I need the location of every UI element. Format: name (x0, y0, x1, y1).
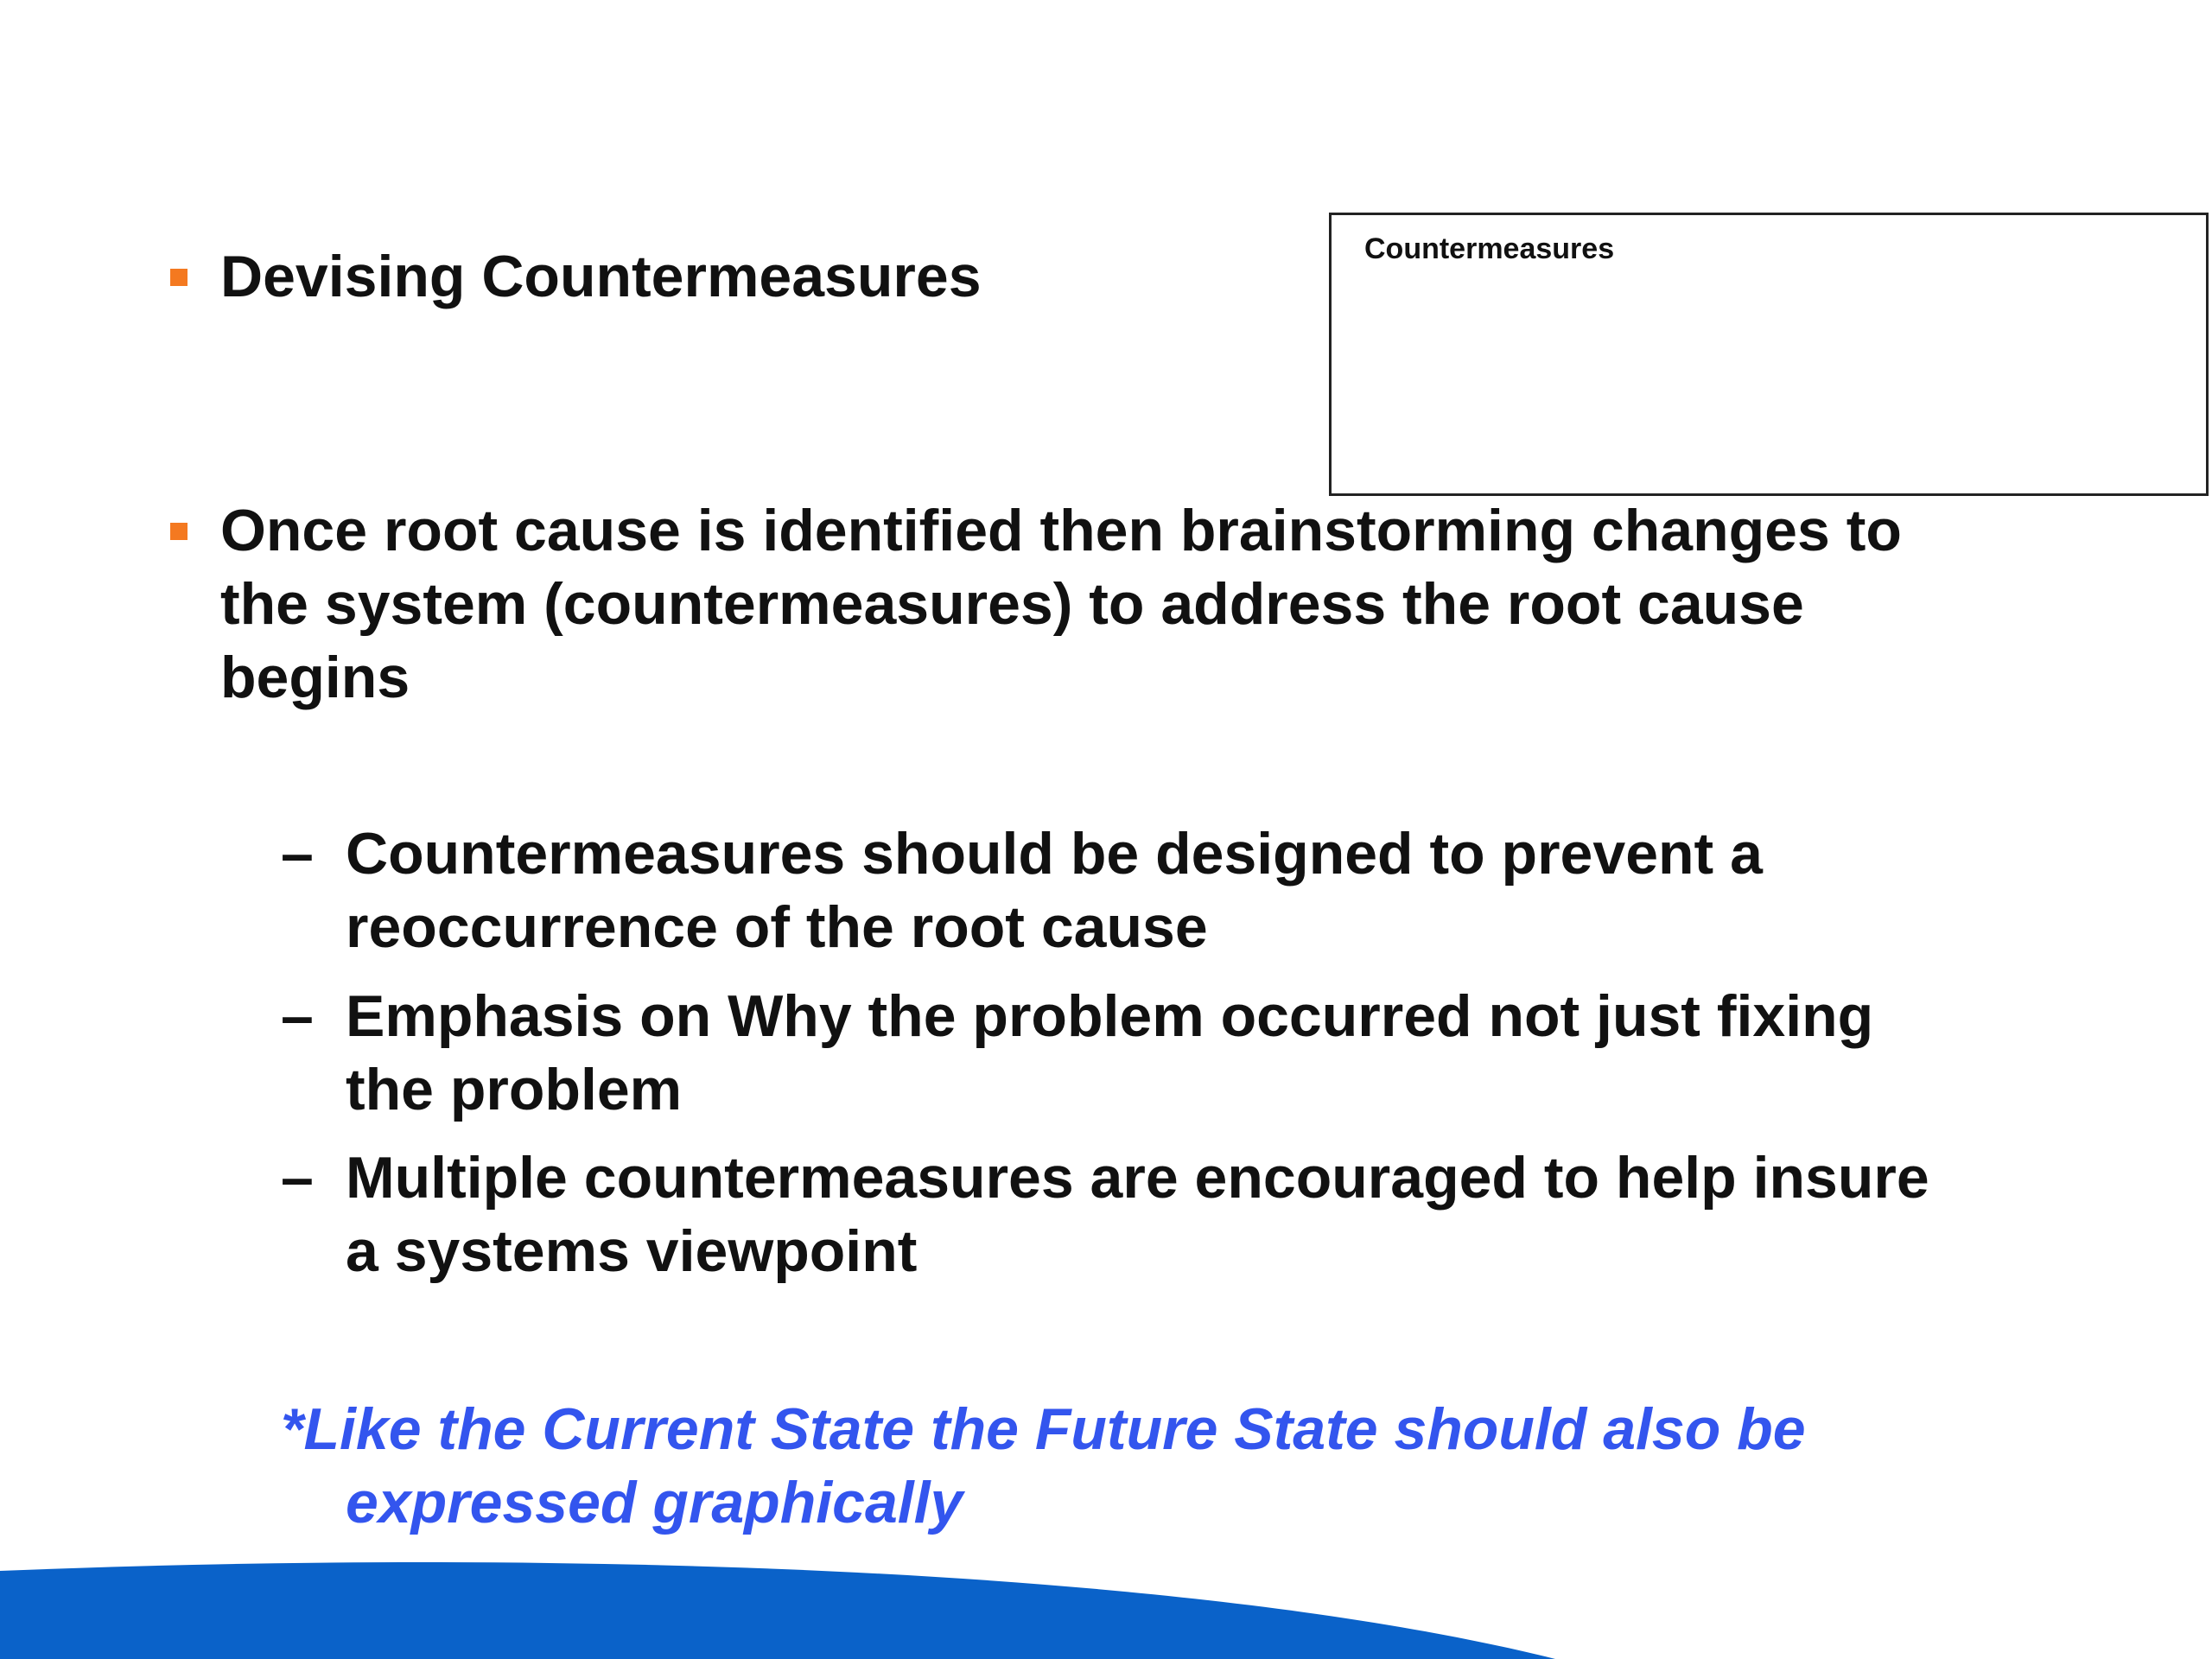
bullet-text: Devising Countermeasures (220, 244, 982, 309)
sub-bullet-2 (0, 980, 2212, 1131)
sub-bullet-1 (0, 817, 2212, 969)
dash-bullet-icon: – (281, 983, 314, 1049)
wave-shape (0, 1562, 1555, 1659)
sub-bullet-text: Multiple countermeasures are encouraged to help insure a systems viewpoint (346, 1145, 1929, 1284)
sub-bullet-text: Countermeasures should be designed to prevent a reoccurrence of the root cause (346, 821, 1763, 960)
note-line-1: *Like the Current State the Future State should also be (281, 1396, 1806, 1462)
note-line-2: expressed graphically (346, 1470, 963, 1535)
countermeasures-box (1329, 213, 2209, 496)
square-bullet-icon (170, 523, 188, 540)
bullet-text: Once root cause is identified then brainstorming changes to the system (countermeasures) to address the root cause begins (220, 498, 1902, 710)
bullet-2 (0, 494, 2212, 719)
dash-bullet-icon: – (281, 821, 314, 887)
sub-bullet-3 (0, 1141, 2212, 1293)
sub-bullet-text: Emphasis on Why the problem occurred not just fixing the problem (346, 983, 1874, 1122)
square-bullet-icon (170, 269, 188, 286)
bottom-wave-decoration (0, 1547, 2212, 1659)
countermeasures-box-title: Countermeasures (1364, 232, 1615, 265)
dash-bullet-icon: – (281, 1145, 314, 1211)
